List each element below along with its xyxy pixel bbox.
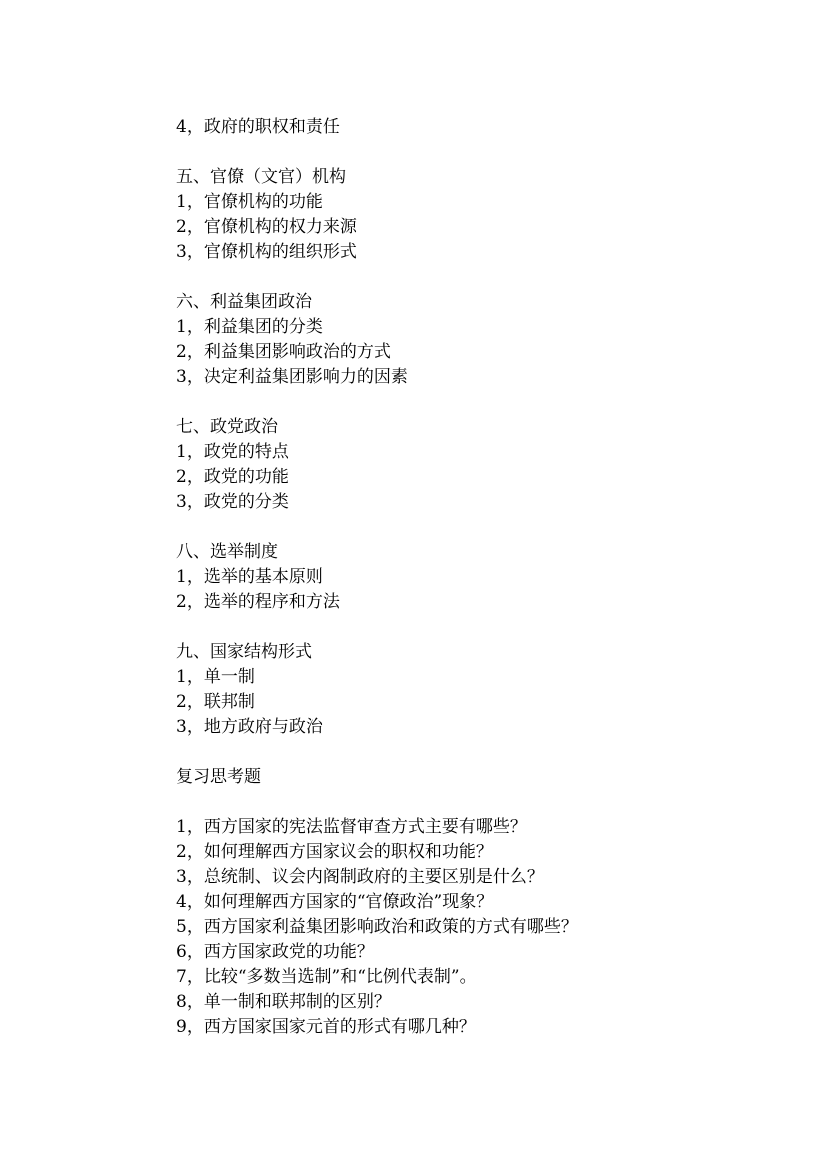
item-line: 3，决定利益集团影响力的因素	[176, 367, 408, 387]
item-line: 3，政党的分类	[176, 492, 289, 512]
section-heading: 九、国家结构形式	[176, 642, 312, 662]
section-heading: 八、选举制度	[176, 542, 278, 562]
item-line: 3，地方政府与政治	[176, 717, 323, 737]
question-line: 4，如何理解西方国家的“官僚政治”现象？	[176, 892, 494, 912]
question-line: 5，西方国家利益集团影响政治和政策的方式有哪些？	[176, 917, 578, 937]
section-heading: 六、利益集团政治	[176, 292, 312, 312]
item-line: 1，选举的基本原则	[176, 567, 323, 587]
question-line: 3，总统制、议会内阁制政府的主要区别是什么？	[176, 867, 544, 887]
item-line: 2，政党的功能	[176, 467, 289, 487]
review-heading: 复习思考题	[176, 767, 261, 787]
item-line: 1，利益集团的分类	[176, 317, 323, 337]
section-heading: 五、官僚（文官）机构	[176, 167, 346, 187]
item-line: 2，联邦制	[176, 692, 255, 712]
item-line: 2，官僚机构的权力来源	[176, 217, 357, 237]
question-line: 1，西方国家的宪法监督审查方式主要有哪些？	[176, 817, 527, 837]
question-line: 9，西方国家国家元首的形式有哪几种？	[176, 1017, 476, 1037]
section-heading: 七、政党政治	[176, 417, 278, 437]
item-line: 4，政府的职权和责任	[176, 117, 340, 137]
question-line: 2，如何理解西方国家议会的职权和功能？	[176, 842, 493, 862]
question-line: 8，单一制和联邦制的区别？	[176, 992, 391, 1012]
item-line: 3，官僚机构的组织形式	[176, 242, 357, 262]
item-line: 2，选举的程序和方法	[176, 592, 340, 612]
item-line: 1，政党的特点	[176, 442, 289, 462]
item-line: 2，利益集团影响政治的方式	[176, 342, 391, 362]
question-line: 7，比较“多数当选制”和“比例代表制”。	[176, 967, 477, 987]
item-line: 1，单一制	[176, 667, 255, 687]
question-line: 6，西方国家政党的功能？	[176, 942, 374, 962]
item-line: 1，官僚机构的功能	[176, 192, 323, 212]
